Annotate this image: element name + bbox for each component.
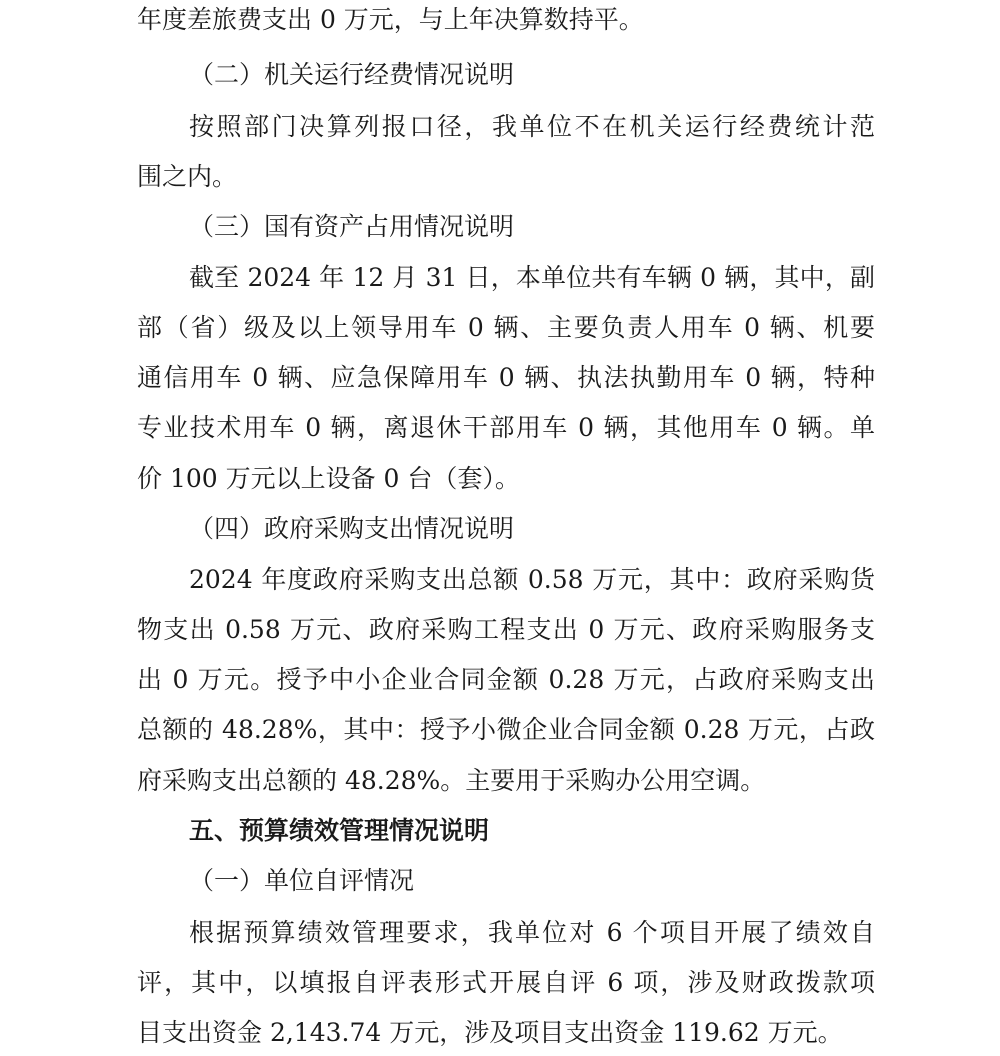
paragraph-line: 通信用车 0 辆、应急保障用车 0 辆、执法执勤用车 0 辆，特种 — [137, 363, 875, 392]
paragraph-line: 总额的 48.28%，其中：授予小微企业合同金额 0.28 万元，占政 — [137, 715, 875, 744]
paragraph-line: 2024 年度政府采购支出总额 0.58 万元，其中：政府采购货 — [189, 565, 875, 594]
paragraph-line: 物支出 0.58 万元、政府采购工程支出 0 万元、政府采购服务支 — [137, 615, 875, 644]
subsection-title: （二）机关运行经费情况说明 — [189, 60, 515, 89]
subsection-title: （四）政府采购支出情况说明 — [189, 514, 515, 543]
paragraph-line: 价 100 万元以上设备 0 台（套）。 — [137, 464, 520, 493]
paragraph-line: 截至 2024 年 12 月 31 日，本单位共有车辆 0 辆，其中，副 — [189, 263, 875, 292]
subsection-title: （一）单位自评情况 — [189, 866, 415, 895]
paragraph-line: 根据预算绩效管理要求，我单位对 6 个项目开展了绩效自 — [189, 918, 875, 947]
paragraph-line: 专业技术用车 0 辆，离退休干部用车 0 辆，其他用车 0 辆。单 — [137, 413, 875, 442]
section-heading: 五、预算绩效管理情况说明 — [189, 816, 490, 845]
paragraph-line: 围之内。 — [137, 162, 238, 191]
paragraph-line: 评，其中，以填报自评表形式开展自评 6 项，涉及财政拨款项 — [137, 968, 875, 997]
paragraph-line: 出 0 万元。授予中小企业合同金额 0.28 万元，占政府采购支出 — [137, 665, 875, 694]
paragraph-line: 按照部门决算列报口径，我单位不在机关运行经费统计范 — [189, 112, 875, 141]
paragraph-line: 目支出资金 2,143.74 万元，涉及项目支出资金 119.62 万元。 — [137, 1018, 843, 1047]
subsection-title: （三）国有资产占用情况说明 — [189, 212, 515, 241]
paragraph-line: 府采购支出总额的 48.28%。主要用于采购办公用空调。 — [137, 766, 766, 795]
paragraph-line: 年度差旅费支出 0 万元，与上年决算数持平。 — [137, 5, 644, 34]
paragraph-line: 部（省）级及以上领导用车 0 辆、主要负责人用车 0 辆、机要 — [137, 313, 875, 342]
